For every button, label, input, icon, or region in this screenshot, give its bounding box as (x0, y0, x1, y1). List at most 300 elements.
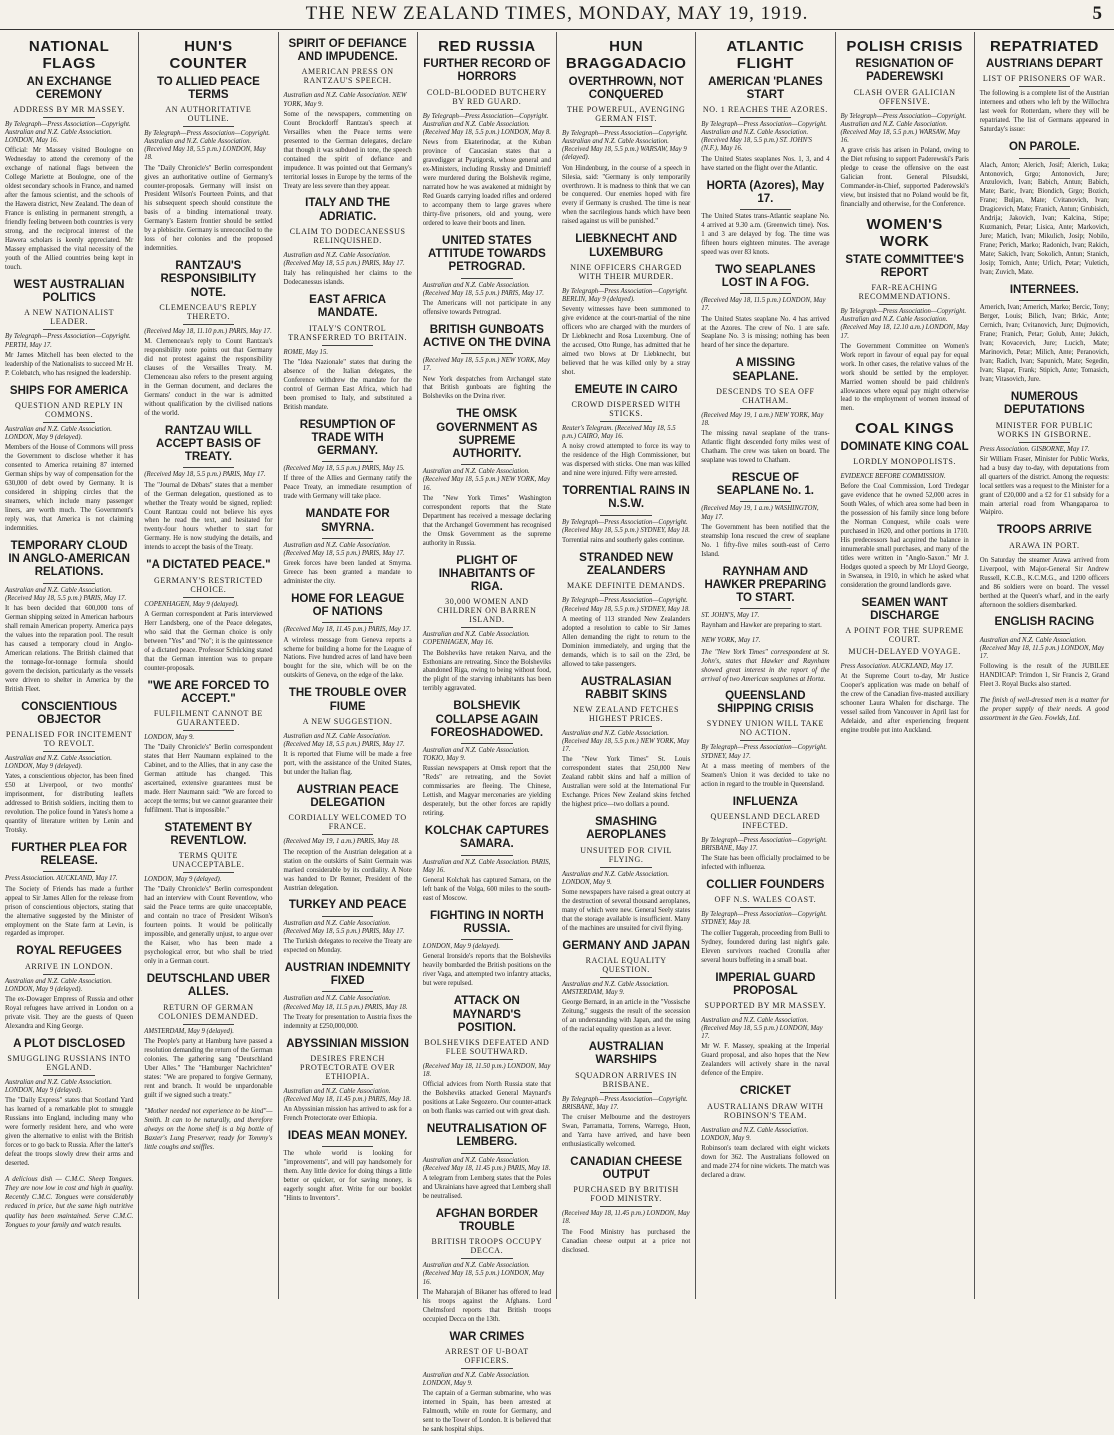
article (841, 420, 969, 590)
article-headline: ROYAL REFUGEES (16, 945, 122, 958)
article-body: "Mother needed not experience to be kind"—Smith. It can to be naturally, and therefore always on the home shelf is a big bottle of Baxter's Lung Preserver, ready for Tommy's little coughs and sniffles. (144, 1106, 273, 1151)
article-deck: CORDIALLY WELCOMED TO FRANCE. (288, 813, 407, 832)
divider (461, 1368, 512, 1369)
article-dateline: Australian and N.Z. Cable Association. (Received May 18, 5.5 p.m.) NEW YORK, May 16. (422, 468, 550, 492)
article-headline: STRANDED NEW ZEALANDERS (579, 551, 674, 578)
article-headline: STATEMENT BY REVENTLOW. (164, 821, 253, 848)
article (284, 1130, 412, 1204)
article-dateline: By Telegraph—Press Association—Copyright. Australian and N.Z. Cable Association. LONDON, May 16. (5, 120, 131, 145)
article-headline: EAST AFRICA MANDATE. (309, 294, 387, 320)
article-dateline: EVIDENCE BEFORE COMMISSION. (840, 472, 946, 480)
article-headline: TORRENTIAL RAINS IN N.S.W. (562, 485, 690, 511)
divider (600, 126, 651, 127)
divider (740, 833, 791, 834)
article (5, 1175, 133, 1230)
article-deck: DESCENDS TO SEA OFF CHATHAM. (716, 386, 815, 405)
article-body: The People's party at Hamburg have passed a resolution demanding the return of the German colonies. The gathering sang "Deutschland Uber Alles." The "Hamburger Nachrichten" states: "We are prepared to forgive Germany, rent and branch. It would be unpardonable guilt if we signed such a treaty." (144, 1037, 273, 1099)
column-1 (0, 32, 139, 1299)
article-dateline: (Received May 18, 5.5 p.m.) NEW YORK, May 17. (422, 357, 550, 373)
article-deck: A NEW NATIONALIST LEADER. (24, 308, 115, 327)
article-headline: THE TROUBLE OVER FIUME (288, 687, 407, 713)
article-subheadline: AMERICAN 'PLANES START (708, 75, 823, 101)
article-body: The Turkish delegates to receive the Treaty are expected on Monday. (283, 938, 412, 954)
article (423, 324, 551, 403)
article-dateline: By Telegraph—Press Association—Copyright. Australian and N.Z. Cable Association. (Received May 18, 5.5 p.m.) LONDON, May 8. (422, 112, 551, 136)
article-dateline: Australian and N.Z. Cable Association. PARIS, May 16. (422, 858, 551, 874)
article-headline: UNITED STATES ATTITUDE TOWARDS PETROGRAD. (427, 234, 546, 274)
divider (879, 109, 930, 110)
article-body: If three of the Allies and Germany ratify the Peace Treaty, an immediate resumption of trade with Germany will take place. (283, 475, 412, 501)
column-7 (836, 32, 975, 1299)
article-dateline: By Telegraph—Press Association—Copyright. Australian and N.Z. Cable Association. (Received May 18, 5.5 p.m.) ST. JOHN'S (N.F.), May 16. (701, 120, 827, 153)
article (284, 294, 412, 412)
article-dateline: Australian and N.Z. Cable Association. (Received May 18, 5.5 p.m.) PARIS, May 17. (422, 281, 544, 297)
article-dateline: Australian and N.Z. Cable Association. (Received May 18, 11.45 p.m.) PARIS, May 18. (422, 1156, 551, 1172)
article-dateline: By Telegraph—Press Association—Copyright. SYDNEY, May 17. (701, 744, 827, 760)
article-body: A meeting of 113 stranded New Zealanders adopted a resolution to cable to Sir James Allen demanding the right to return to the Dominion immediately, and urging that the demands, which is to sail on the 23rd, be allowed to take passengers. (562, 615, 691, 668)
article-headline: A MISSING SEAPLANE. (732, 357, 799, 383)
article-headline: SEAMEN WANT DISCHARGE (861, 596, 948, 622)
article-dateline: Australian and N.Z. Cable Association. (Received May 18, 5.5 p.m.) LONDON, May 17. (701, 1016, 823, 1041)
divider (183, 1024, 234, 1025)
article-headline: REPATRIATED (989, 38, 1099, 55)
divider (43, 117, 94, 118)
divider (600, 977, 651, 978)
divider (183, 467, 234, 468)
article-body: General Ironside's reports that the Bolsheviks heavily bombarded the British positions on the river Vaga, and attempted two infantry attacks, but were repulsed. (422, 953, 551, 988)
article-subheadline: FURTHER RECORD OF HORRORS (423, 58, 551, 84)
article-body: The "New York Times" St. Louis correspondent states that 250,000 New Zealand rabbit skins and half a million of Australian were sold at the International Fur Exchange. Prices New Zealand skins fetched the highest price—two dollars a pound. (562, 756, 691, 809)
article-headline: COAL KINGS (855, 420, 955, 438)
article (701, 879, 829, 965)
article-dateline: ROME, May 15. (283, 348, 329, 356)
article (562, 676, 690, 811)
divider (1019, 442, 1071, 443)
article-deck: RETURN OF GERMAN COLONIES DEMANDED. (158, 1002, 259, 1021)
divider (1019, 633, 1071, 634)
article-body: The "Daily Chronicle's" Berlin correspondent had an interview with Count Reventlow, who said the Peace terms are quite unacceptable, and contain no trace of President Wilson's fourteen points. It would be politically impossible, and generally unjust, to argue over the Kaiser, who has been made a psychological error, but who shall be tried only in a German court. (144, 886, 273, 966)
divider (183, 872, 234, 873)
divider (740, 408, 791, 409)
article-dateline: Australian and N.Z. Cable Association. (Received May 18, 5.5 p.m.) PARIS, May 17. (283, 919, 405, 935)
article (562, 816, 690, 934)
article (701, 972, 829, 1080)
article-deck: ARREST OF U-BOAT OFFICERS. (445, 1346, 529, 1365)
article (423, 910, 551, 989)
article-deck: DESIRES FRENCH PROTECTORATE OVER ETHIOPIA. (300, 1053, 396, 1081)
article-body: The Government Committee on Women's Work report in favour of equal pay for equal work. In other cases, the relative values of the work should be settled by the employer. Married women should be paid children's allowances where equal pay might otherwise lead to the employment of women instead of men. (840, 342, 969, 413)
article (5, 1038, 133, 1169)
article-headline: NEUTRALISATION OF LEMBERG. (426, 1123, 547, 1149)
article (284, 899, 412, 955)
divider (879, 659, 930, 660)
article-deck: NO. 1 REACHES THE AZORES. (702, 104, 828, 114)
article (562, 552, 690, 670)
article-deck: UNSUITED FOR CIVIL FLYING. (580, 845, 672, 864)
article-dateline: By Telegraph—Press Association—Copyright. Australian and N.Z. Cable Association. (Received May 18, 12.10 a.m.) LONDON, May 17. (840, 308, 969, 340)
article-deck: QUEENSLAND DECLARED INFECTED. (710, 811, 821, 830)
article-body: Following is the result of the JUBILEE HANDICAP: Trimdon 1, Sir Francis 2, Grand Fleet 3. Royal Bucks also started. (979, 663, 1109, 689)
divider (600, 515, 651, 516)
article-dateline: By Telegraph—Press Association—Copyright. BERLIN, May 9 (delayed). (562, 287, 688, 303)
article-body: The "Daily Chronicle's" Berlin correspondent states that Herr Naumann explained to the Cabinet, and to the Allies, that in any case the German attitude has changed. This ascertained, extensive guarantees must be made. Herr Naumann said: "We are forced to accept the terms; but we cannot guarantee their fulfilment. That is impossible." (144, 744, 273, 814)
article-headline: RANTZAU'S RESPONSIBILITY NOTE. (160, 260, 257, 299)
article-dateline: By Telegraph—Press Association—Copyright. Australian and N.Z. Cable Association. (Received May 18, 5.5 p.m.) WARSAW, May 16. (840, 112, 967, 145)
divider (322, 991, 373, 992)
article-body: Members of the House of Commons will press the Government to disclose whether it has consented to America retaining 87 interned German ships by way of compensation for the 630,000 of debt owed by Germany. It is considered in shipping circles that the steamers, which include many passenger liners, are worth much. The Government's reply was, that America is not claiming indemnities. (5, 444, 134, 532)
article (701, 566, 829, 632)
article (980, 696, 1109, 723)
article-body: At the Supreme Court to-day, Mr Justice Cooper's application was made on behalf of the crew of the Canadian five-masted auxiliary schooner Laura Whalen for discharge. The vessel sailed from Vancouver in April last for Adelaide, and after experiencing frequent engine trouble put into Auckland. (840, 673, 969, 735)
article-body: Russian newspapers at Omsk report that the "Reds" are retreating, and the Soviet commissaries are fleeing. The Chinese, Lettish, and Magyar mercenaries are yielding desperately, but the other forces are rapidly retiring. (422, 765, 551, 818)
article (562, 940, 690, 1035)
article-headline: BRITISH GUNBOATS ACTIVE ON THE DVINA (422, 323, 551, 349)
article-subheadline: STATE COMMITTEE'S REPORT (845, 253, 964, 279)
divider (43, 974, 94, 975)
article-dateline: Australian and N.Z. Cable Association. NEW YORK, May 9. (283, 92, 407, 108)
article-headline: IMPERIAL GUARD PROPOSAL (715, 971, 816, 997)
article-body: The "Journal de Débats" states that a member of the German delegation, questioned as to whether the Treaty would be signed, replied: Count Rantzau could not believe his eyes when he read the text, and hesitated for twenty-four hours whether to start for Germany. He is now studying the details, and intends to accept the basis of the Treaty. (144, 481, 273, 552)
article (562, 38, 690, 227)
article-headline: HUN BRAGGADACIO (565, 38, 687, 73)
divider (600, 284, 651, 285)
article-headline: ITALY AND THE ADRIATIC. (305, 197, 391, 223)
article-deck: BOLSHEVIKS DEFEATED AND FLEE SOUTHWARD. (424, 1037, 550, 1056)
article (701, 472, 829, 560)
article-dateline: Australian and N.Z. Cable Association. TOKIO, May 9. (422, 747, 530, 763)
divider (322, 538, 373, 539)
article-body: A delicious dish — C.M.C. Sheep Tongues. They are now low in cost and high in quality. Recently C.M.C. Tongues were considerably reduced in price, but the same high nutritive quality has been maintained. Serve C.M.C. Tongues to your family and watch results. (5, 1175, 134, 1229)
divider (461, 464, 512, 465)
divider (740, 1123, 791, 1124)
divider (879, 469, 930, 470)
article-headline: GERMANY AND JAPAN (562, 939, 690, 952)
article-deck: CLASH OVER GALICIAN OFFENSIVE. (853, 87, 956, 106)
divider (600, 867, 651, 868)
article (980, 616, 1109, 690)
divider (322, 248, 373, 249)
article-body: A noisy crowd attempted to force its way to the residence of the High Commissioner, but was dispersed with sticks. One man was killed and nine were injured. Fifty were arrested. (562, 443, 691, 478)
article-headline: FURTHER PLEA FOR RELEASE. (11, 842, 128, 868)
article-body: The Food Ministry has purchased the Canadian cheese output at a price not disclosed. (562, 1228, 691, 1254)
article-subheadline: DOMINATE KING COAL (840, 440, 969, 453)
article-deck: ADDRESS BY MR MASSEY. (13, 104, 125, 114)
article-deck: AN AUTHORITATIVE OUTLINE. (165, 104, 252, 123)
article-deck: SQUADRON ARRIVES IN BRISBANE. (575, 1070, 678, 1089)
article-deck: GERMANY'S RESTRICTED CHOICE. (153, 575, 263, 594)
divider (740, 501, 791, 502)
article (284, 1038, 412, 1124)
article-dateline: (Received May 18, 5.5 p.m.) PARIS, May 17. (144, 471, 266, 479)
article-headline: TWO SEAPLANES LOST IN A FOG. (715, 263, 816, 289)
column-4 (418, 32, 557, 1433)
article-dateline: Australian and N.Z. Cable Association. LONDON, May 9. (701, 1126, 809, 1142)
article (562, 384, 690, 479)
article-headline: CONSCIENTIOUS OBJECTOR (21, 700, 118, 726)
article-headline: HOME FOR LEAGUE OF NATIONS (291, 592, 405, 619)
article-headline: FIGHTING IN NORTH RUSSIA. (430, 909, 544, 936)
article-dateline: Australian and N.Z. Cable Association. LONDON, May 9. (562, 870, 669, 886)
article-deck: SYDNEY UNION WILL TAKE NO ACTION. (706, 719, 824, 738)
divider (43, 1075, 94, 1076)
divider (322, 1146, 373, 1147)
article (5, 38, 133, 273)
article-headline: RESCUE OF SEAPLANE No. 1. (716, 472, 814, 498)
article (284, 419, 412, 503)
article (144, 1107, 272, 1152)
article (5, 701, 133, 837)
article-headline: "WE ARE FORCED TO ACCEPT." (147, 679, 270, 705)
column-5 (557, 32, 696, 1299)
article-deck: A NEW SUGGESTION. (302, 716, 393, 726)
article-subheadline: OVERTHROWN, NOT CONQUERED (568, 75, 684, 101)
article-body: On Saturday the steamer Arawa arrived from Liverpool, with Major-General Sir Andrew Russell, K.C.B., K.C.M.G., and 1200 officers and 86 soldiers were on board. The vessel berthed at the Queen's wharf, and in the early afternoon the soldiers disembarked. (979, 556, 1109, 609)
article-deck: 30,000 WOMEN AND CHILDREN ON BARREN ISLAND. (437, 597, 537, 625)
article-body: General Kolchak has captured Samara, on the left bank of the Volga, 600 miles to the south-east of Moscow. (422, 876, 551, 902)
article-body: George Bernard, in an article in the "Vossische Zeitung," suggests the result of the secession of an understanding with Japan, and the using of the racial equality question as a lever. (562, 999, 691, 1034)
article-headline: KOLCHAK CAPTURES SAMARA. (424, 825, 549, 851)
divider (461, 353, 512, 354)
article-body: The United States seaplane No. 4 has arrived at the Azores. The crew of No. 1 are safe. Seaplane No. 3 is missing; nothing has been heard of her since the departure. (701, 315, 830, 350)
divider (43, 329, 94, 330)
article-headline: WEST AUSTRALIAN POLITICS (13, 278, 125, 305)
article-dateline: (Received May 18, 11.45 p.m.) LONDON, May 18. (562, 1210, 690, 1226)
article-body: The whole world is looking for "improvements", and will pay handsomely for them. Any little device for doing things a little better or quicker, or for saving money, is eagerly sought after. Write for our booklet "Hints to Inventors". (283, 1150, 412, 1203)
article (284, 962, 412, 1032)
article-dateline: ST. JOHN'S, May 17. (701, 612, 760, 620)
article-deck: MUCH-DELAYED VOYAGE. (848, 647, 961, 657)
article-body: The "New York Times" Washington correspondent reports that the State Department has received a message declaring that the Archangel Government has recognised the Omsk Government as the supreme authority in Russia. (422, 494, 551, 547)
article-headline: RANTZAU WILL ACCEPT BASIS OF TREATY. (155, 424, 261, 464)
article-body: The captain of a German submarine, who was interned in Spain, has been arrested at Falmouth, while en route for Germany, and sent to the Tower of London. It is believed that he sank hospital ships. (422, 1390, 551, 1433)
article-headline: ENGLISH RACING (994, 616, 1095, 629)
article-dateline: Australian and N.Z. Cable Association. (Received May 18, 5.5 p.m.) PARIS, May 17. (283, 541, 405, 557)
article (284, 687, 412, 778)
article-body: The Maharajah of Bikaner has offered to lead his troops against the Afghans. Lord Chelmsford reports that British troops occupied Decca on the 13th. (422, 1288, 551, 1323)
article-body: M. Clemenceau's reply to Count Rantzau's responsibility note points out that Germany did not protest against the responsibility clauses of the Versailles Treaty. M. Clemenceau also refers to the present arguing in the German document, and declares the Germans' conduct in the war is admitted without qualification by the civilised nations of the world. (144, 338, 273, 417)
article-headline: ON PAROLE. (1009, 141, 1080, 154)
article (284, 784, 412, 893)
article-dateline: Australian and N.Z. Cable Association. (Received May 18, 11.5 p.m.) PARIS, May 18. (283, 995, 408, 1011)
divider (461, 855, 512, 856)
article (562, 1156, 690, 1256)
divider (461, 109, 512, 110)
article-headline: HORTA (Azores), May 17. (706, 179, 825, 205)
divider (461, 627, 512, 628)
article-dateline: (Received May 19, 1 a.m.) NEW YORK, May 18. (701, 411, 824, 427)
article-body: It is reported that Fiume will be made a free port, with the assistance of the United States, but under the Italian flag. (283, 751, 412, 777)
article-deck: NINE OFFICERS CHARGED WITH THEIR MURDER. (570, 262, 682, 281)
article-dateline: By Telegraph—Press Association—Copyright. (Received May 18, 5.5 p.m.) SYDNEY, May 18. (562, 597, 690, 613)
article-headline: DEUTSCHLAND UBER ALLES. (146, 973, 271, 999)
article-dateline: Australian and N.Z. Cable Association. (Received May 18, 11.5 p.m.) LONDON, May 17. (979, 636, 1105, 660)
article-subheadline: RESIGNATION OF PADEREWSKI (855, 58, 954, 84)
article-headline: TROOPS ARRIVE (996, 524, 1092, 537)
article-dateline: (Received May 18, 11.45 p.m.) PARIS, May 17. (283, 626, 412, 634)
article-body: Seventy witnesses have been summoned to give evidence at the court-martial of the nine officers who are charged with the murders of Dr Liebknecht and Rosa Luxemburg. One of the accused, Otto Runge, has admitted that he aimed two blows at Dr Liebknecht, but believed that he was killed only by a stray shot. (562, 306, 691, 376)
divider (461, 1059, 512, 1060)
article-dateline: Press Association. GISBORNE, May 17. (979, 445, 1090, 453)
article-body: Yates, a conscientious objector, has been fined £50 at Liverpool, or two months' imprisonment, for distributing leaflets addressed to British soldiers, inciting them to revolution. The police found in Yates's home a quantity of literature written by Lenin and Trotsky. (5, 773, 134, 835)
article (701, 357, 829, 466)
divider (43, 422, 94, 423)
article-dateline: Press Association. AUCKLAND, May 17. (5, 875, 118, 883)
article (284, 593, 412, 681)
article-headline: EMEUTE IN CAIRO (574, 383, 678, 396)
article-headline: RESUMPTION OF TRADE WITH GERMANY. (299, 418, 396, 457)
article-body: The United States seaplanes Nos. 1, 3, and 4 have started on the flight over the Atlantic. (701, 155, 830, 172)
article-headline: LIEBKNECHT AND LUXEMBURG (575, 233, 678, 259)
article-dateline: Australian and N.Z. Cable Association. (Received May 18, 5.5 p.m.) PARIS, May 17. (283, 732, 405, 748)
article-dateline: Australian and N.Z. Cable Association. (Received May 18, 5.5 p.m.) PARIS, May 17. (5, 586, 127, 602)
article (423, 38, 551, 229)
article-deck: PENALISED FOR INCITEMENT TO REVOLT. (5, 729, 133, 748)
article (980, 284, 1109, 385)
divider (322, 345, 373, 346)
article-dateline: By Telegraph—Press Association—Copyright. Australian and N.Z. Cable Association. (Received May 18, 5.5 p.m.) WARSAW, May 9 (delayed). (562, 129, 688, 162)
article (841, 38, 969, 210)
article-subheadline: TO ALLIED PEACE TERMS (156, 75, 260, 101)
article-deck: NEW ZEALAND FETCHES HIGHEST PRICES. (573, 704, 680, 723)
divider (461, 278, 512, 279)
article-deck: QUESTION AND REPLY IN COMMONS. (15, 400, 124, 419)
article-body: Torrential rains and southerly gales continue. (562, 537, 685, 544)
divider (322, 834, 373, 835)
article-body: Official: Mr Massey visited Boulogne on Wednesday to attend the ceremony of the exchange of national flags between the College Mariette at Boulogne, one of the oldest secondary schools in France, and named after the famous scientist, and the schools of the Hawera district, New Zealand. The dean of France is enlisting in permanent strength, a friendly feeling between both countries is very strong, and the reciprocal interest of the Hawera scholars is keenly appreciated. Mr Massey emphasised the vital necessity of the youth of the Allied countries being kept in touch. (5, 147, 134, 271)
article-body: Alach, Anton; Alerich, Josif; Alerich, Luka; Antonovich, Grgo; Antonovich, Jure; Anzulovich, Ivan; Babich, Antun; Babich, Mate; Baric, Ivan; Biondich, Grgo; Bozich, Frane; Buljan, Mate; Cvitanovich, Ivan; Dragicevich, Mate; Franich, Antun; Grubisich, Andrija; Jakovich, Ivan; Kalcina, Stipe; Kuzmanich, Petar; Lisica, Ante; Markovich, Jure; Matich, Ivan; Mikulich, Josip; Nobilo, Frane; Perich, Marko; Radonich, Ivan; Rakich, Mate; Sakich, Ivan; Sokolich, Antun; Stanich, Josip; Tomich, Ante; Urlich, Petar; Vuletich, Ivan; Zuvich, Mate. (979, 161, 1109, 277)
article-dateline: Australian and N.Z. Cable Association. LONDON, May 9 (delayed). (5, 754, 112, 771)
article (562, 1041, 690, 1150)
article-headline: SMASHING AEROPLANES (586, 816, 667, 842)
article-dateline: LONDON, May 9. (144, 733, 195, 741)
article-body: Mr W. F. Massey, speaking at the Imperial Guard proposal, and also hopes that the New Zealanders will actively share in the naval defence of the Empire. (701, 1043, 830, 1078)
article-headline: POLISH CRISIS (846, 38, 963, 55)
article (144, 973, 272, 1100)
article-headline: NATIONAL FLAGS (28, 38, 110, 73)
article-body: Italy has relinquished her claims to the Dodecanessus islands. (283, 270, 412, 287)
article-headline: A PLOT DISCLOSED (13, 1037, 126, 1050)
article (841, 216, 969, 414)
article-body: A grave crisis has arisen in Poland, owing to the Diet refusing to support Paderewski's Paris pledge to cease the offensive on the east Galician front. General Pilsudski, Commander-in-Chief, supported Paderewski's view, but insisted that no Poland would be fit, financially and otherwise, for the Conference. (840, 147, 969, 209)
article-body: The State has been officially proclaimed to be infected with influenza. (701, 855, 830, 872)
article-headline: ATLANTIC FLIGHT (726, 38, 805, 73)
article-headline: ABYSSINIAN MISSION (286, 1037, 409, 1050)
article-headline: AFGHAN BORDER TROUBLE (435, 1207, 538, 1233)
article (980, 141, 1109, 278)
article-headline: AUSTRALASIAN RABBIT SKINS (580, 675, 672, 701)
article-dateline: By Telegraph—Press Association—Copyright. SYDNEY, May 18. (701, 911, 827, 927)
article-body: The Government has been notified that the steamship Iona rescued the crew of seaplane No. 1 fifty-five miles south-east of Cerro Island. (701, 523, 830, 558)
divider (322, 88, 373, 89)
article (284, 197, 412, 288)
divider (43, 583, 94, 584)
divider (879, 304, 930, 305)
article-body: The ex-Dowager Empress of Russia and other Royal refugees have arrived in London on a private visit. They are the guests of Queen Alexandra and King George. (5, 995, 134, 1030)
article-dateline: Australian and N.Z. Cable Association. LONDON, May 9 (delayed). (5, 977, 112, 993)
divider (740, 293, 791, 294)
divider (740, 608, 791, 609)
article-body: The cruiser Melbourne and the destroyers Swan, Parramatta, Torrens, Warrego, Huon, and Yarra have arrived, and have been enthusiastically welcomed. (562, 1114, 691, 1148)
article-headline: MANDATE FOR SMYRNA. (305, 508, 390, 534)
article (144, 425, 272, 554)
article-body: A wireless message from Geneva reports a scheme for building a home for the League of Nations. Five hundred acres of land have been bought for the site, which will be on the outskirts of Geneva, on the edge of the lake. (283, 636, 412, 680)
article-dateline: COPENHAGEN, May 9 (delayed). (144, 600, 239, 608)
article-headline: SPIRIT OF DEFIANCE AND IMPUDENCE. (288, 38, 407, 64)
article-deck: BRITISH TROOPS OCCUPY DECCA. (431, 1237, 543, 1256)
article-dateline: Australian and N.Z. Cable Association. (Received May 18, 5.5 p.m.) PARIS, May 17. (283, 251, 405, 268)
article-dateline: NEW YORK, May 17. (701, 637, 761, 645)
article (144, 822, 272, 967)
article (423, 1331, 551, 1435)
article-body: A telegram from Lemberg states that the Poles and Ukrainians have agreed that Lemberg shall be neutralised. (422, 1174, 551, 1200)
article (423, 555, 551, 695)
article-headline: HUN'S COUNTER (169, 38, 248, 73)
divider (461, 939, 512, 940)
column-8 (975, 32, 1114, 1299)
article (5, 945, 133, 1031)
article-body: The "New York Times" correspondent at St. John's, states that Hawker and Raynham showed great interest in the report of the arrival of two American seaplanes at Horta. (701, 647, 830, 683)
article (423, 825, 551, 904)
article (144, 680, 272, 816)
article-headline: RAYNHAM AND HAWKER PREPARING TO START. (704, 565, 827, 605)
article-dateline: Australian and N.Z. Cable Association. COPENHAGEN, May 16. (422, 631, 530, 647)
article-body: The Americans will not participate in any offensive towards Petrograd. (422, 299, 551, 316)
article-dateline: (Received May 18, 11.5 p.m.) LONDON, May 17. (701, 297, 826, 313)
article (5, 842, 133, 939)
article-headline: NUMEROUS DEPUTATIONS (1004, 391, 1085, 417)
article (701, 796, 829, 873)
article-body: The finish of well-dressed men is a matter for the proper supply of their needs. A good assortment in the Geo. Fowlds, Ltd. (979, 696, 1109, 723)
article (980, 391, 1109, 518)
page-number: 5 (1092, 3, 1102, 24)
article-body: Robinson's team declared with eight wickets down for 362. The Australians followed on and made 274 for nine wickets. The match was declared a draw. (701, 1144, 830, 1179)
article-body: A German correspondent at Paris interviewed Herr Landsberg, one of the Peace delegates, who said that the German choice is only between "Yes" and "No"; it is the quintessence of a dictated peace. Professor Schücking stated that the German intention was to prepare counter-proposals. (144, 610, 273, 672)
article (423, 1123, 551, 1202)
divider (183, 597, 234, 598)
newspaper-columns (0, 32, 1114, 1433)
article-body: The collier Tuggerah, proceeding from Bulli to Sydney, foundered during last night's gale. Eleven survivors reached Cronulla after several hours buffeting in a small boat. (701, 929, 830, 964)
article-dateline: LONDON, May 9 (delayed). (144, 876, 222, 884)
article-body: The "Daily Chronicle's" Berlin correspondent gives an authoritative outline of Germany's counter-proposals. Germany will insist on President Wilson's Fourteen Points, and that his subsequent speech should constitute the basis of a binding international treaty. Germany's Eastern frontier should be settled by a plebiscite. Germany is unreconciled to the loss of her colonies and the proposed indemnities. (144, 164, 273, 253)
article-dateline: Australian and N.Z. Cable Association. (Received May 18, 11.45 p.m.) PARIS, May 18. (283, 1087, 412, 1103)
divider (183, 126, 234, 127)
article-dateline: (Received May 19, 1 a.m.) PARIS, May 18. (283, 838, 400, 846)
article-dateline: By Telegraph—Press Association—Copyright. Australian and N.Z. Cable Association. (Received May 18, 5.5 p.m.) LONDON, May 18. (144, 129, 270, 162)
article-dateline: By Telegraph—Press Association—Copyright. PERTH, May 17. (5, 333, 131, 349)
article-body: Before the Coal Commission, Lord Tredegar gave evidence that he owned 52,000 acres in South Wales, of which area some had been in the possession of his family since long before the Norman Conquest, while coals were purchased in 1620, and other portions in 1710. His predecessors had acquired the balance in innumerable small purchases, and many of the titles were written in "Anglo-Saxon." Mr J. Hodges quoted a speech by Mr Lloyd George, in Swansea, in 1910, in which he asked what consideration the ground landlords gave. (840, 483, 969, 589)
article-deck: MINISTER FOR PUBLIC WORKS IN GISBORNE. (995, 420, 1093, 439)
article-deck: THE POWERFUL, AVENGING GERMAN FIST. (566, 104, 686, 123)
article-body: Arnerich, Ivan; Arnerich, Marko; Bercic, Tony; Berger, Louis; Bilich, Ivan; Brkic, Ante; Cernich, Ivan; Cvitanovich, Jure; Dujmovich, Frane; Franich, Petar; Golub, Ante; Jukich, Ivan; Kovacevich, Jure; Lucich, Mate; Marinovich, Petar; Milich, Ante; Peranovich, Ivan; Radich, Ivan; Sapunich, Mate; Segedin, Ivan; Slapar, Frank; Stipich, Ante; Tomasich, Ivan; Vitasovich, Jure. (979, 304, 1109, 384)
article-headline: SHIPS FOR AMERICA (9, 384, 129, 397)
article-dateline: (Received May 18, 11.50 p.m.) LONDON, May 18. (422, 1062, 551, 1079)
article-body: At a mass meeting of members of the Seamen's Union it was decided to take no action in regard to the trouble in Queensland. (701, 762, 830, 788)
article-headline: CANADIAN CHEESE OUTPUT (570, 1155, 683, 1182)
article (423, 235, 551, 318)
article-deck: AMERICAN PRESS ON RANTZAU'S SPEECH. (301, 67, 394, 86)
article-body: Some of the newspapers, commenting on Count Brockdorff Rantzau's speech at Versailles when the Peace terms were presented to the German delegates, declare that though it was subdued in tone, the speech contained the spirit of defiance and impudence. It was pointed out that Germany's territorial losses in Europe by the terms of the Treaty are less severe than they appear. (283, 110, 412, 190)
divider (600, 1092, 651, 1093)
article-headline: AUSTRIAN PEACE DELEGATION (296, 784, 399, 810)
divider (43, 871, 94, 872)
article-deck: FULFILMENT CANNOT BE GUARANTEED. (153, 708, 263, 727)
article-deck: PURCHASED BY BRITISH FOOD MINISTRY. (573, 1185, 679, 1204)
article-dateline: (Received May 18, 5.5 p.m.) PARIS, May 15. (283, 465, 405, 473)
article (423, 995, 551, 1117)
article-dateline: Australian and N.Z. Cable Association. (Received May 18, 5.5 p.m.) NEW YORK, May 17. (562, 729, 690, 754)
article (5, 540, 133, 695)
article-headline: INFLUENZA (732, 795, 798, 808)
